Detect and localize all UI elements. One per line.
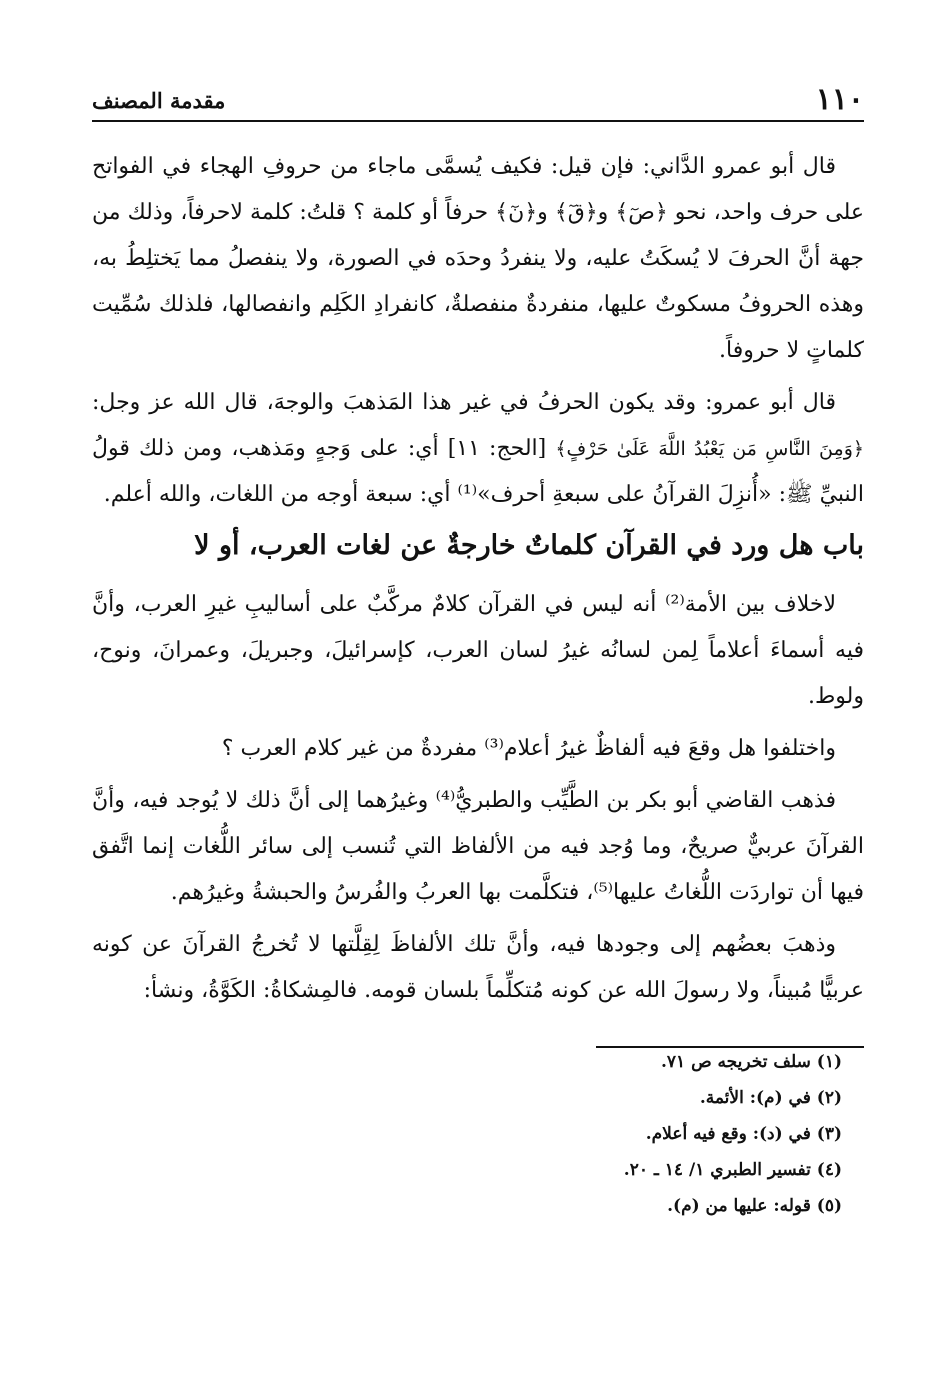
- paragraph-3: لاخلاف بين الأمة⁽²⁾ أنه ليس في القرآن كلامٌ مركَّبٌ على أساليبِ غيرِ العرب، وأنَّ فيه أسماءَ أعلاماً لِمن لسانُه غيرُ لسان العرب، كإسرائيلَ، وجبريلَ، وعمرانَ، ونوح، ولوط.: [92, 592, 865, 709]
- page-header: [92, 78, 864, 122]
- book-page: [92, 78, 864, 1338]
- running-title: مقدمة المصنف: [92, 88, 226, 113]
- footnote-item: [92, 1080, 842, 1116]
- footnote-text: (٣) في (د): وقع فيه أعلام.: [645, 1124, 842, 1144]
- paragraph-5: فذهب القاضي أبو بكر بن الطَّيِّب والطبريُّ⁽⁴⁾ وغيرُهما إلى أنَّ ذلك لا يُوجد فيه، وأنَّ القرآنَ عربيٌّ صريحٌ، وما وُجد فيه من الألفاظ التي تُنسب إلى سائر اللُّغات إنما اتَّفق فيها أن تواردَت اللُّغاتُ عليها⁽⁵⁾، فتكلَّمت بها العربُ والفُرسُ والحبشةُ وغيرُهم.: [92, 788, 864, 905]
- main-text: [92, 144, 864, 1014]
- footnote-separator: [92, 1020, 864, 1044]
- footnotes-list: [92, 1044, 864, 1224]
- paragraph-2-rest: [الحج: ١١] أي: على وَجهٍ ومَذهب، ومن ذلك قولُ النبيِّ ﷺ: «أُنزِلَ القرآنُ على سبعةِ أحرف»⁽¹⁾ أي: سبعة أوجه من اللغات، والله أعلم.: [92, 436, 864, 507]
- footnote-text: (٤) تفسير الطبري ١/ ١٤ ـ ٢٠.: [623, 1160, 842, 1180]
- footnote-item: [92, 1188, 842, 1224]
- paragraph-2-intro: قال أبو عمرو: وقد يكون الحرفُ في غير هذا المَذهبَ والوجهَ، قال الله عز وجل:: [92, 390, 836, 415]
- page-number: ١١٠: [815, 82, 864, 117]
- paragraph-2: [92, 380, 864, 518]
- quran-verse: ﴿وَمِنَ النَّاسِ مَن يَعْبُدُ اللَّهَ عَلَىٰ حَرْفٍ﴾: [555, 438, 865, 460]
- footnote-rule: [596, 1046, 864, 1048]
- footnote-item: [92, 1044, 842, 1080]
- footnote-text: (٢) في (م): الأئمة.: [699, 1088, 842, 1108]
- paragraph-6: وذهبَ بعضُهم إلى وجودها فيه، وأنَّ تلك الألفاظَ لِقِلَّتها لا تُخرجُ القرآنَ عن كونه عربيًّا مُبيناً، ولا رسولَ الله عن كونه مُتكلِّماً بلسان قومه. فالمِشكاةُ: الكَوَّةُ، ونشأ:: [92, 932, 864, 1003]
- paragraph-4: واختلفوا هل وقعَ فيه ألفاظٌ غيرُ أعلام⁽³⁾ مفردةٌ من غير كلام العرب ؟: [221, 736, 836, 761]
- section-heading: باب هل ورد في القرآن كلماتٌ خارجةٌ عن لغات العرب، أو لا: [194, 530, 864, 561]
- footnote-item: [92, 1152, 842, 1188]
- paragraph-1: قال أبو عمرو الدَّاني: فإن قيل: فكيف يُسمَّى ماجاء من حروفِ الهجاء في الفواتح على حرف واحد، نحو ﴿صٓ﴾ و﴿قٓ﴾ و﴿نٓ﴾ حرفاً أو كلمة ؟ قلتُ: كلمة لاحرفاً، وذلك من جهة أنَّ الحرفَ لا يُسكَتُ عليه، ولا ينفردُ وحدَه في الصورة، ولا ينفصلُ مما يَختلِطُ به، وهذه الحروفُ مسكوتٌ عليها، منفردةٌ منفصلةٌ، كانفرادِ الكَلِم وانفصالها، فلذلك سُمِّيت كلماتٍ لا حروفاً.: [92, 154, 864, 363]
- footnote-text: (١) سلف تخريجه ص ٧١.: [660, 1052, 842, 1072]
- footnote-item: [92, 1116, 842, 1152]
- footnote-text: (٥) قوله: عليها من (م).: [667, 1196, 842, 1216]
